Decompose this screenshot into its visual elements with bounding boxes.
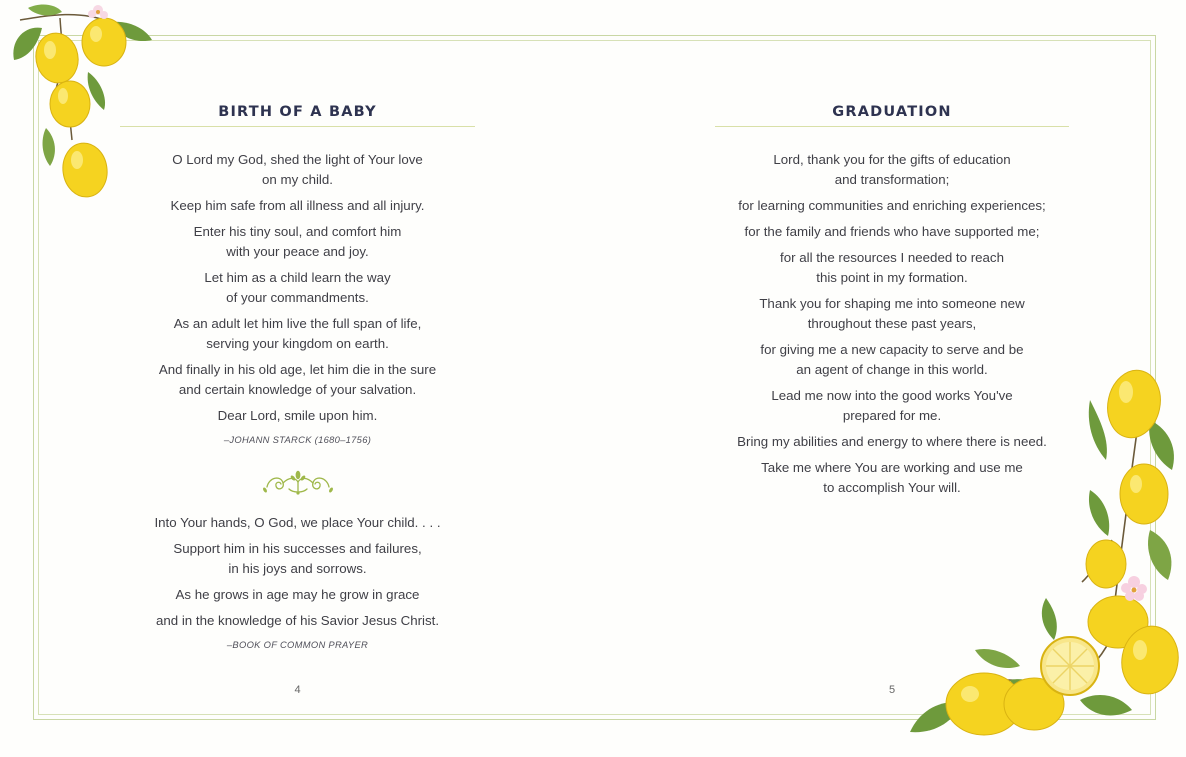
prayer-graduation-line: an agent of change in this world.: [796, 362, 988, 377]
prayer-birth-stanza: [120, 360, 475, 400]
prayer-birth-of-baby: [120, 150, 475, 426]
prayer-graduation-line: for giving me a new capacity to serve and be: [760, 342, 1024, 357]
flourish-ornament-icon: [259, 465, 337, 499]
lemon-branch-bottom-right-icon: [850, 360, 1186, 757]
prayer-graduation-line: for the family and friends who have supported me;: [744, 224, 1040, 239]
prayer-graduation-stanza: [715, 196, 1069, 216]
left-heading-rule: [120, 126, 475, 127]
right-page-heading: GRADUATION: [832, 104, 952, 120]
prayer-graduation-line: Lead me now into the good works You've: [771, 388, 1013, 403]
prayer-birth-line: As an adult let him live the full span of life,: [173, 316, 422, 331]
attribution-johann-starck: –JOHANN STARCK (1680–1756): [223, 434, 372, 445]
prayer-common-line: Support him in his successes and failures,: [173, 541, 422, 556]
prayer-graduation-stanza: [715, 294, 1069, 334]
prayer-common-stanza: [120, 513, 475, 533]
prayer-birth-line: and certain knowledge of your salvation.: [178, 382, 417, 397]
prayer-common-stanza: [120, 585, 475, 605]
right-heading-rule: [715, 126, 1069, 127]
prayer-birth-stanza: [120, 314, 475, 354]
prayer-graduation-line: this point in my formation.: [816, 270, 968, 285]
prayer-graduation-line: Take me where You are working and use me: [761, 460, 1023, 475]
prayer-graduation-line: Bring my abilities and energy to where there is need.: [737, 434, 1047, 449]
prayer-graduation-line: to accomplish Your will.: [823, 480, 961, 495]
left-page-heading: BIRTH OF A BABY: [218, 104, 377, 120]
prayer-birth-line: O Lord my God, shed the light of Your love: [172, 152, 423, 167]
prayer-common-line: and in the knowledge of his Savior Jesus Christ.: [155, 613, 440, 628]
prayer-birth-line: And finally in his old age, let him die in the sure: [158, 362, 437, 377]
prayer-common-line: As he grows in age may he grow in grace: [175, 587, 420, 602]
prayer-graduation-line: Lord, thank you for the gifts of education: [773, 152, 1011, 167]
prayer-birth-line: Dear Lord, smile upon him.: [217, 408, 378, 423]
prayer-birth-line: on my child.: [262, 172, 333, 187]
page-number-left: 4: [294, 684, 301, 696]
prayer-graduation-line: for learning communities and enriching experiences;: [738, 198, 1046, 213]
prayer-graduation-line: for all the resources I needed to reach: [780, 250, 1004, 265]
prayer-birth-stanza: [120, 196, 475, 216]
prayer-birth-line: Enter his tiny soul, and comfort him: [193, 224, 402, 239]
prayer-graduation-stanza: [715, 222, 1069, 242]
prayer-graduation-stanza: [715, 150, 1069, 190]
prayer-graduation-line: Thank you for shaping me into someone new: [759, 296, 1025, 311]
prayer-common-line: in his joys and sorrows.: [228, 561, 367, 576]
prayer-book-of-common-prayer: [120, 513, 475, 631]
prayer-birth-line: with your peace and joy.: [226, 244, 369, 259]
prayer-birth-line: of your commandments.: [226, 290, 369, 305]
prayer-common-stanza: [120, 539, 475, 579]
left-page-body: [120, 150, 475, 652]
prayer-birth-stanza: [120, 268, 475, 308]
left-page: [120, 0, 475, 757]
prayer-graduation-line: and transformation;: [834, 172, 950, 187]
page-number-right: 5: [888, 684, 896, 696]
lemon-branch-top-left-icon: [0, 0, 160, 205]
prayer-common-line: Into Your hands, O God, we place Your child. . . .: [154, 515, 441, 530]
prayer-graduation-line: prepared for me.: [842, 408, 942, 423]
prayer-birth-line: Let him as a child learn the way: [204, 270, 391, 285]
prayer-common-stanza: [120, 611, 475, 631]
prayer-graduation-stanza: [715, 248, 1069, 288]
prayer-birth-line: Keep him safe from all illness and all injury.: [170, 198, 425, 213]
prayer-birth-line: serving your kingdom on earth.: [206, 336, 389, 351]
attribution-book-of-common-prayer: –BOOK OF COMMON PRAYER: [226, 639, 369, 650]
prayer-birth-stanza: [120, 406, 475, 426]
prayer-birth-stanza: [120, 150, 475, 190]
prayer-graduation-line: throughout these past years,: [807, 316, 977, 331]
prayer-birth-stanza: [120, 222, 475, 262]
